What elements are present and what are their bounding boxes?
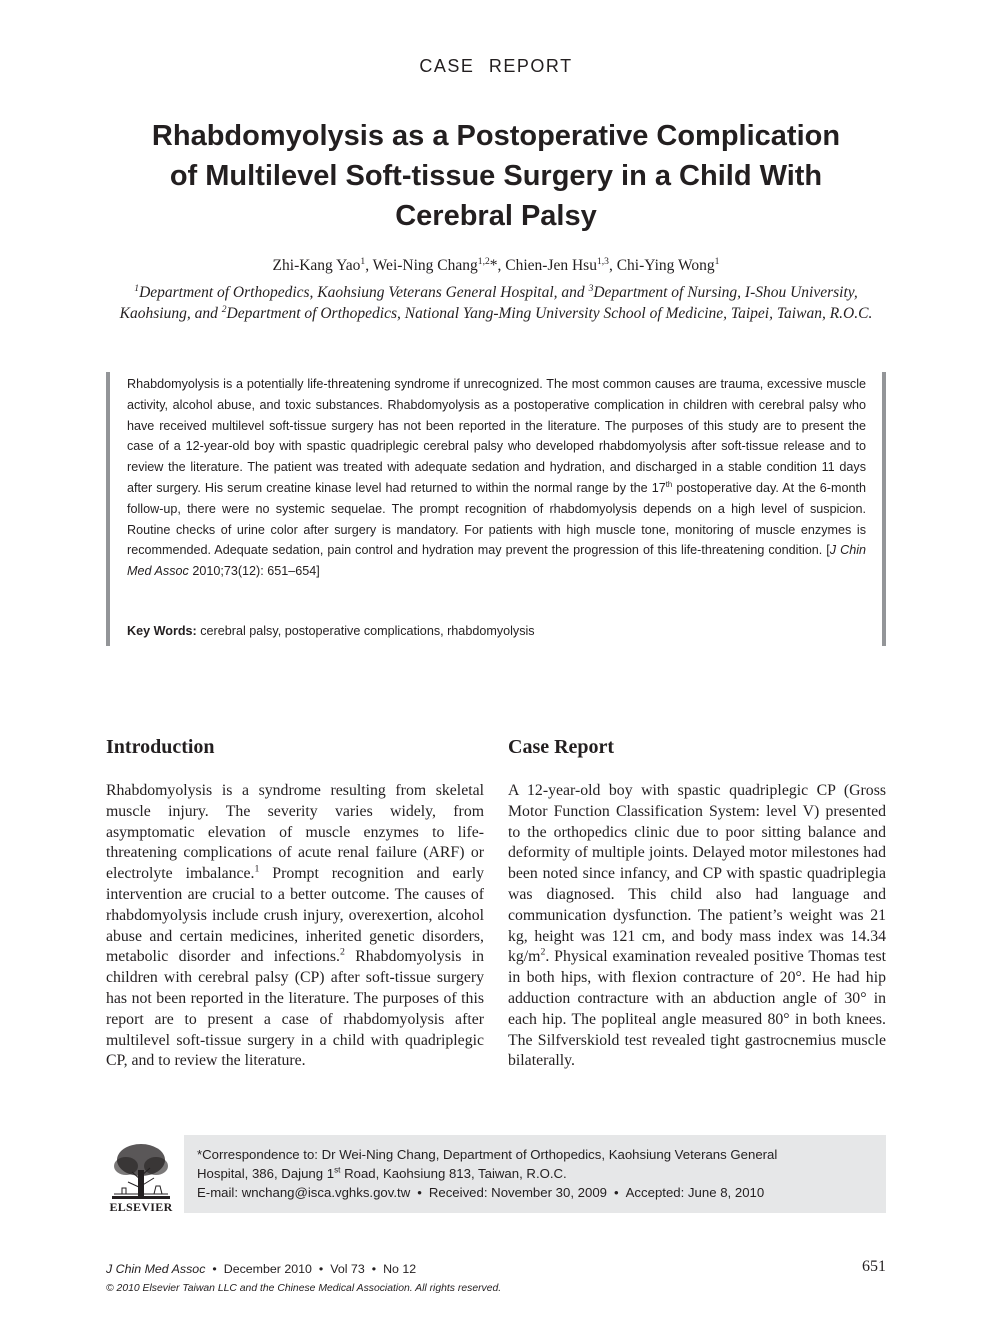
correspondence-line bbox=[197, 1183, 877, 1202]
bullet-separator: • bbox=[614, 1185, 619, 1201]
citation-journal: J Chin Med Assoc bbox=[127, 543, 867, 579]
affiliation-text: Kaohsiung, and bbox=[119, 305, 222, 322]
title-line: Cerebral Palsy bbox=[395, 200, 597, 232]
affiliations bbox=[100, 282, 892, 324]
paragraph bbox=[508, 781, 886, 1072]
author-name: Chien-Jen Hsu bbox=[505, 257, 597, 274]
address-text: Hospital, 386, Dajung 1 bbox=[197, 1166, 335, 1182]
reference-sup: 2 bbox=[340, 947, 345, 959]
paragraph-text: Prompt recognition and early intervention are crucial to a better outcome. The causes of rhabdomyolysis include crush injury, overexertion, alcohol abuse and certain medicines, inherited genetic disorders, metabolic disorder and infections. bbox=[106, 865, 484, 966]
bullet-separator: • bbox=[318, 1262, 324, 1276]
author-affiliation-sup: 1,3 bbox=[596, 255, 609, 267]
author-separator: , bbox=[608, 257, 617, 274]
keywords-list: cerebral palsy, postoperative complications, rhabdomyolysis bbox=[200, 624, 535, 638]
author-list bbox=[96, 256, 896, 276]
affiliation-line bbox=[100, 303, 892, 324]
paragraph-text: A 12-year-old boy with spastic quadriplegic CP (Gross Motor Function Classification System: level V) presented to the orthopedics clinic due to poor sitting balance and deformity of multiple joints. Delayed motor milestones had been noted since infancy, and CP with spastic quadriplegia was diagnosed. This child also had language and communication dysfunction. The patient’s weight was 21 kg, height was 121 cm, and body mass index was 14.34 kg/m bbox=[508, 782, 886, 966]
author-affiliation-sup: 1 bbox=[360, 255, 366, 267]
corresponding-mark: * bbox=[489, 257, 498, 274]
issue-date: December 2010 bbox=[223, 1262, 312, 1276]
affiliation-text: Department of Nursing, I-Shou University, bbox=[593, 284, 858, 301]
author-affiliation-sup: 1,2 bbox=[477, 255, 490, 267]
author-name: Zhi-Kang Yao bbox=[272, 257, 361, 274]
journal-footer bbox=[106, 1262, 416, 1276]
author-separator: , bbox=[497, 257, 506, 274]
unit-sup: 2 bbox=[540, 947, 546, 959]
elsevier-wordmark: ELSEVIER bbox=[109, 1200, 173, 1214]
bullet-separator: • bbox=[371, 1262, 377, 1276]
abstract-body: Rhabdomyolysis is a potentially life-threatening syndrome if unrecognized. The most common causes are trauma, excessive muscle activity, alcohol abuse, and toxic substances. Rhabdomyolysis as a postoperative complication in children with cerebral palsy who have received multilevel soft-tissue surgery has not been reported in the literature. The purposes of this study are to present the case of a 12-year-old boy with spastic quadriplegic cerebral palsy who developed rhabdomyolysis after soft-tissue release and to review the literature. The patient was treated with adequate sedation and hydration, and discharged in a stable condition 11 days after surgery. His serum creatine kinase level had returned to within the normal range by the 17 bbox=[127, 377, 866, 495]
bullet-separator: • bbox=[417, 1185, 422, 1201]
abstract-text bbox=[127, 374, 866, 582]
copyright: © 2010 Elsevier Taiwan LLC and the Chinese Medical Association. All rights reserved. bbox=[106, 1283, 502, 1294]
author-separator: , bbox=[365, 257, 373, 274]
page-number: 651 bbox=[862, 1258, 886, 1275]
issue-number: No 12 bbox=[383, 1262, 417, 1276]
title-line: Rhabdomyolysis as a Postoperative Complication bbox=[151, 120, 841, 152]
paragraph-text: . Physical examination revealed positive Thomas test in both hips, with flexion contracture of 20°. He had hip adduction contracture with an abduction angle of 30° in each hip. The popliteal angle measured 80° in both knees. The Silfverskiold test revealed tight gastrocnemius muscle bilaterally. bbox=[508, 948, 886, 1070]
abstract-sup: th bbox=[665, 479, 673, 489]
address-text: Road, Kaohsiung 813, Taiwan, R.O.C. bbox=[340, 1166, 567, 1182]
title-line: of Multilevel Soft-tissue Surgery in a Child With bbox=[169, 160, 823, 192]
abstract-body: postoperative day. At the 6-month follow-up, there were no systemic sequelae. The prompt recognition of rhabdomyolysis depends on a high level of suspicion. Routine checks of urine color after surgery is mandatory. For patients with high muscle tone, monitoring of muscle enzymes is recommended. Adequate sedation, pain control and hydration may prevent the progression of this life-threatening condition. [ bbox=[127, 480, 866, 558]
affiliation-sup: 3 bbox=[588, 282, 594, 294]
reference-sup: 1 bbox=[254, 863, 260, 875]
author-affiliation-sup: 1 bbox=[714, 255, 720, 267]
section-label: CASE REPORT bbox=[419, 56, 573, 76]
keywords bbox=[127, 624, 866, 638]
bullet-separator: • bbox=[212, 1262, 217, 1276]
citation-details: 2010;73(12): 651–654] bbox=[188, 564, 320, 579]
introduction-heading: Introduction bbox=[106, 736, 215, 758]
paragraph-text: Rhabdomyolysis in children with cerebral palsy (CP) after soft-tissue surgery has not been reported in the literature. The purposes of this report are to present a case of rhabdomyolysis after multilevel soft-tissue surgery in a child with quadriplegic CP, and to review the literature. bbox=[106, 948, 484, 1070]
journal-name: J Chin Med Assoc bbox=[106, 1262, 206, 1276]
keywords-label: Key Words: bbox=[127, 624, 197, 638]
affiliation-text: Department of Orthopedics, Kaohsiung Veterans General Hospital, and bbox=[139, 284, 589, 301]
affiliation-sup: 1 bbox=[134, 282, 140, 294]
case-report-heading: Case Report bbox=[508, 736, 615, 758]
affiliation-text: Department of Orthopedics, National Yang-Ming University School of Medicine, Taipei, Taiwan, R.O.C. bbox=[226, 305, 873, 322]
article-title bbox=[96, 116, 896, 236]
case-report-body bbox=[508, 781, 886, 1072]
correspondence-line bbox=[197, 1164, 877, 1183]
paragraph bbox=[106, 781, 484, 1072]
correspondence-text bbox=[197, 1145, 877, 1203]
introduction-body bbox=[106, 781, 484, 1072]
address-sup: st bbox=[334, 1165, 341, 1175]
paragraph-text: Rhabdomyolysis is a syndrome resulting from skeletal muscle injury. The severity varies widely, from asymptomatic elevation of muscle enzymes to life-threatening complications of acute renal failure (ARF) or electrolyte imbalance. bbox=[106, 782, 484, 883]
author-name: Chi-Ying Wong bbox=[616, 257, 715, 274]
author-name: Wei-Ning Chang bbox=[372, 257, 478, 274]
affiliation-line bbox=[100, 282, 892, 303]
accepted-date: Accepted: June 8, 2010 bbox=[625, 1185, 765, 1201]
received-date: Received: November 30, 2009 bbox=[428, 1185, 607, 1201]
email-address[interactable]: E-mail: wnchang@isca.vghks.gov.tw bbox=[197, 1185, 411, 1201]
affiliation-sup: 2 bbox=[221, 303, 227, 315]
volume: Vol 73 bbox=[330, 1262, 365, 1276]
correspondence-line: *Correspondence to: Dr Wei-Ning Chang, Department of Orthopedics, Kaohsiung Veterans General bbox=[197, 1147, 778, 1162]
